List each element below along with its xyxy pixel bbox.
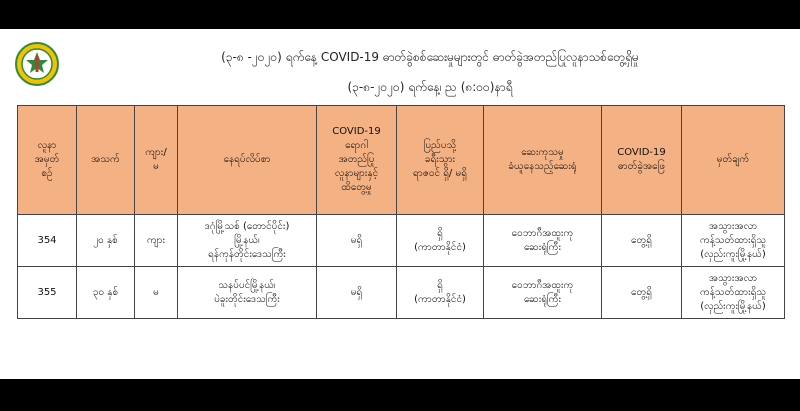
cell-travel-history	[397, 215, 484, 267]
cell-text: 355	[37, 286, 57, 298]
header-line: လူနာများနှင့်	[334, 168, 379, 179]
header-line: ခရီးသွား	[424, 154, 456, 165]
cell-hospital	[484, 215, 602, 267]
table-header-row	[18, 106, 785, 215]
cell-sex	[135, 267, 178, 319]
cell-text: ဝေဘာဂီအထူးကု	[511, 279, 574, 291]
cell-text: မ	[153, 286, 159, 298]
header-line: ခံယူနေသည့်ဆေးရုံ	[508, 161, 577, 172]
cases-table	[17, 105, 785, 319]
cell-text: ရှိ	[437, 279, 443, 291]
document-sheet	[0, 29, 800, 379]
header-line: မှတ်ချက်	[716, 154, 750, 165]
column-header-travel-history	[397, 106, 484, 215]
cell-text: (လှည်းကူးမြို့နယ်)	[700, 248, 766, 260]
header-line: ရောဂါ	[345, 140, 368, 151]
header-line: ပြည်ပသို့	[423, 140, 457, 151]
cell-age	[77, 215, 135, 267]
cell-text: မရှိ	[350, 234, 363, 246]
cell-text: တွေ့ရှိ	[631, 286, 652, 298]
cell-text: ဒဂုံမြို့သစ် (တောင်ပိုင်း)	[204, 220, 290, 232]
header-line: အသက်	[91, 154, 120, 165]
column-header-address	[178, 106, 317, 215]
cell-text: ဆေးရုံကြီး	[524, 293, 561, 305]
table-row	[18, 267, 785, 319]
cell-text: သနပ်ပင်မြို့နယ်၊	[218, 279, 276, 291]
cell-text: ကန့်သတ်ထားရှိသူ	[699, 234, 767, 246]
cell-text: 354	[37, 234, 57, 246]
column-header-remarks	[682, 106, 785, 215]
cell-text: ကျား	[146, 234, 166, 246]
cell-text: မရှိ	[350, 286, 363, 298]
header-line: COVID-19	[617, 147, 666, 158]
cell-text: တွေ့ရှိ	[631, 234, 652, 246]
cell-text: (ကာတာနိုင်ငံ)	[414, 293, 466, 305]
header-line: COVID-19	[332, 126, 381, 137]
header-line: နေရပ်လိပ်စာ	[223, 154, 271, 165]
header-line: လူနာ	[37, 140, 57, 151]
column-header-case-number	[18, 106, 77, 215]
header-line: စဉ်	[41, 168, 53, 179]
header-line: ရာဇဝင် ရှိ/ မရှိ	[413, 168, 467, 179]
cell-contact-history	[317, 215, 397, 267]
cell-text: (လှည်းကူးမြို့နယ်)	[700, 300, 766, 312]
column-header-contact-history	[317, 106, 397, 215]
cell-case-number	[18, 267, 77, 319]
cell-age	[77, 267, 135, 319]
column-header-age	[77, 106, 135, 215]
header-line: အမှတ်	[34, 154, 60, 165]
ministry-of-health-emblem-icon	[15, 42, 59, 86]
cell-text: ကန့်သတ်ထားရှိသူ	[699, 286, 767, 298]
cell-case-number	[18, 215, 77, 267]
cell-address	[178, 267, 317, 319]
cell-test-result	[602, 267, 682, 319]
header-line: ကျား/	[145, 147, 167, 158]
cell-remarks	[682, 267, 785, 319]
document-title: (၃-၈ -၂၀၂၀) ရက်နေ့ COVID-19 ဓာတ်ခွဲစစ်ဆေးမှုများတွင် ဓာတ်ခွဲအတည်ပြုလူနာသစ်တွေ့ရှိမှု	[221, 50, 639, 64]
header-line: ဓာတ်ခွဲအဖြေ	[617, 161, 666, 172]
cell-text: (ကာတာနိုင်ငံ)	[414, 241, 466, 253]
cell-travel-history	[397, 267, 484, 319]
cell-text: ရှိ	[437, 227, 443, 239]
header-line: ထိတွေ့မှု	[341, 182, 372, 193]
cell-sex	[135, 215, 178, 267]
cell-hospital	[484, 267, 602, 319]
document-subtitle: (၃-၈-၂၀၂၀) ရက်နေ့၊ ည (၈:၀၀)နာရီ	[347, 80, 513, 94]
cell-text: ၃၀ နှစ်	[92, 286, 119, 298]
cell-contact-history	[317, 267, 397, 319]
cell-text: အသွားအလာ	[708, 220, 758, 232]
cell-text: ၂၀ နှစ်	[93, 234, 118, 246]
column-header-hospital	[484, 106, 602, 215]
cell-text: ဝေဘာဂီအထူးကု	[511, 227, 574, 239]
table-row	[18, 215, 785, 267]
column-header-test-result	[602, 106, 682, 215]
cell-text: ဆေးရုံကြီး	[524, 241, 561, 253]
header-line: အတည်ပြု	[338, 154, 375, 165]
cell-text: အသွားအလာ	[708, 272, 758, 284]
cell-remarks	[682, 215, 785, 267]
cell-text: ပဲခူးတိုင်းဒေသကြီး	[214, 293, 280, 305]
column-header-sex	[135, 106, 178, 215]
cell-text: မြို့နယ်၊	[234, 234, 260, 246]
header-line: မ	[153, 161, 159, 172]
cell-address	[178, 215, 317, 267]
header-line: ဆေးကုသမှု	[521, 147, 564, 158]
cell-test-result	[602, 215, 682, 267]
cell-text: ရန်ကုန်တိုင်းဒေသကြီး	[208, 248, 286, 260]
